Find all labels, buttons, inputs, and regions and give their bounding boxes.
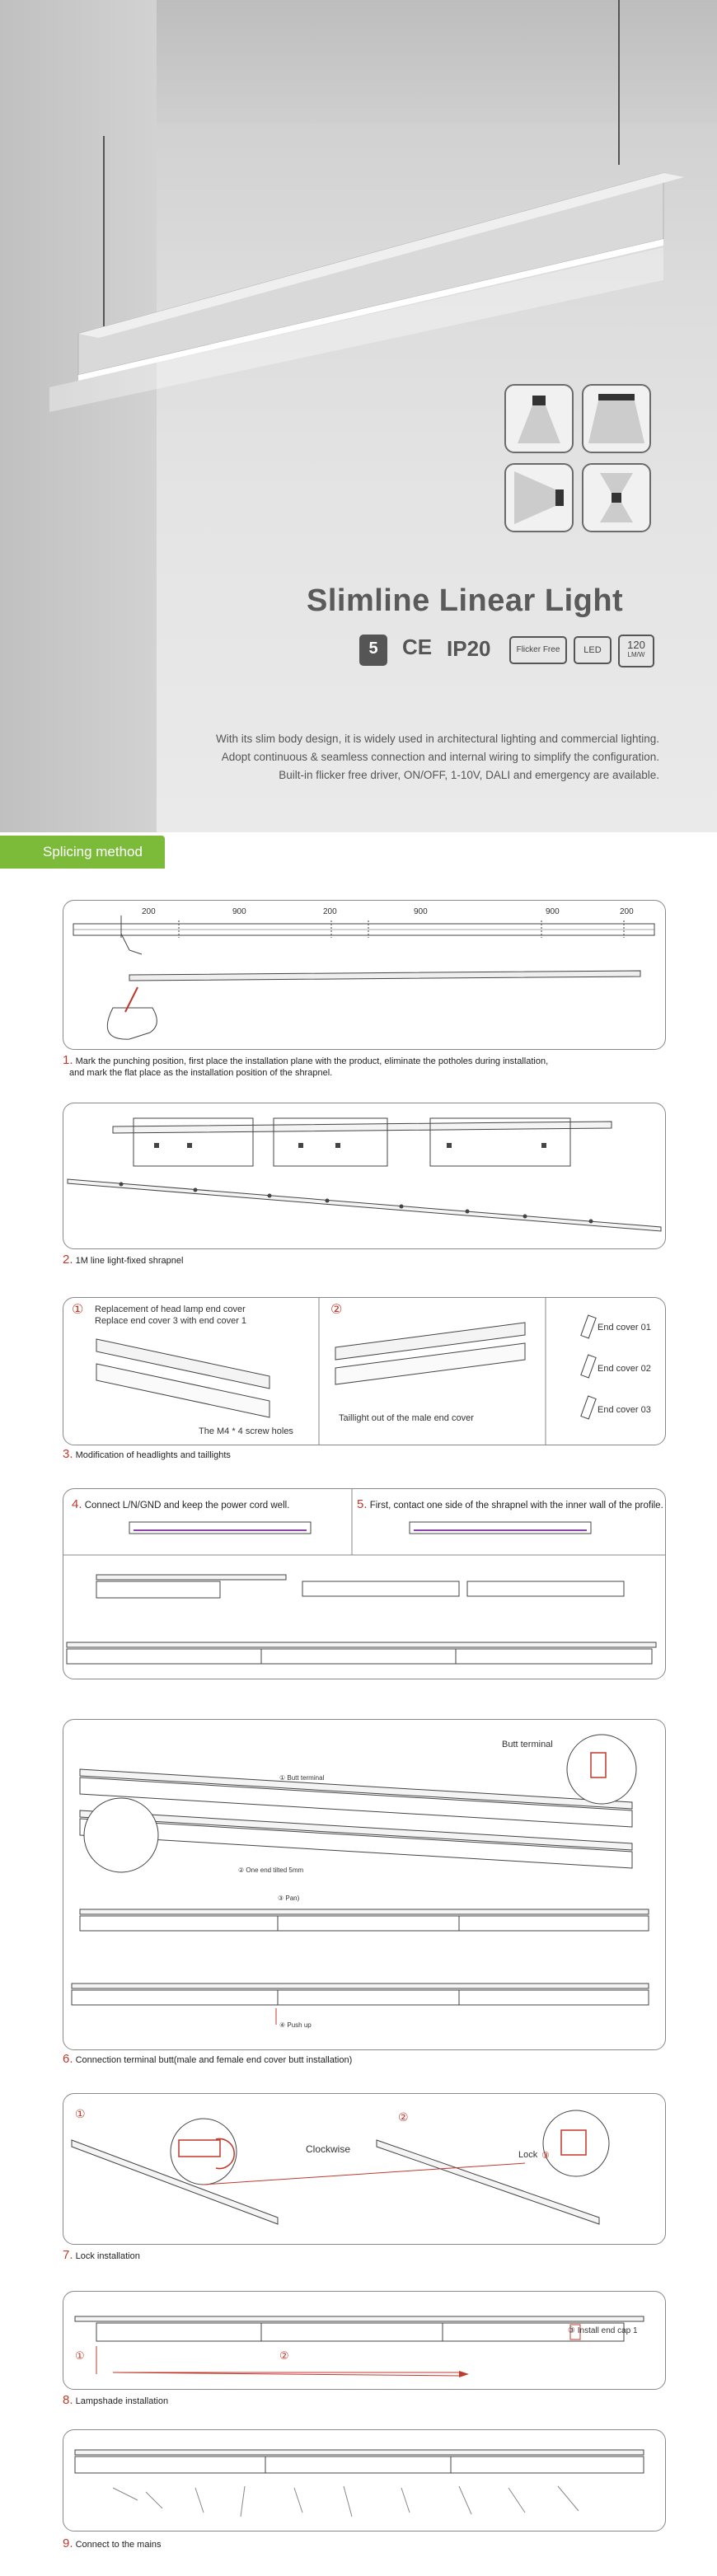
step9-number: 9.: [63, 2536, 73, 2550]
led-badge: LED: [574, 636, 612, 664]
step8-caption: [63, 2395, 168, 2407]
butt-terminal-callout: Butt terminal: [502, 1740, 553, 1749]
step6-number: 6.: [63, 2052, 73, 2066]
step7-circle-3: ③: [541, 2151, 550, 2161]
step6-caption-text: Connection terminal butt(male and female end cover butt installation): [75, 2055, 353, 2065]
step6-panel: [63, 1719, 666, 2050]
step2-caption-text: 1M line light-fixed shrapnel: [75, 1256, 184, 1266]
product-title: Slimline Linear Light: [307, 583, 624, 618]
step1-caption-line2: and mark the flat place as the installation position of the shrapnel.: [69, 1068, 333, 1078]
step9-caption: [63, 2538, 162, 2550]
step3-screw-holes: The M4 * 4 screw holes: [199, 1426, 293, 1436]
step8-drawing: [63, 2292, 665, 2389]
step1-caption: [63, 1055, 672, 1079]
step45-panel: [63, 1488, 666, 1679]
lock-label: Lock: [518, 2150, 538, 2160]
step2-number: 2.: [63, 1253, 73, 1267]
step3-number: 3.: [63, 1447, 73, 1461]
step5-text: [357, 1499, 663, 1511]
hero-banner: [0, 0, 717, 832]
step3-circle-1: ①: [72, 1303, 84, 1317]
step1-caption-line1: Mark the punching position, first place the installation plane with the product, eliminate the potholes during installation,: [75, 1056, 549, 1066]
step5-number: 5.: [357, 1497, 368, 1511]
downlight-beam-icon: [504, 384, 574, 453]
ip20-rating: IP20: [447, 636, 491, 661]
step4-caption: Connect L/N/GND and keep the power cord well.: [84, 1501, 290, 1510]
step8-panel: [63, 2291, 666, 2390]
end-cover-02-label: End cover 02: [598, 1364, 651, 1374]
step7-circle-2: ②: [398, 2110, 409, 2124]
step6-label-4: ④ Push up: [279, 2021, 312, 2029]
efficacy-badge: [618, 635, 654, 667]
dim-label: 200: [620, 907, 634, 916]
product-description: [198, 730, 659, 785]
wide-beam-icon: [582, 384, 651, 453]
step3-replace-line1: Replacement of head lamp end cover: [95, 1304, 246, 1314]
up-down-light-icon: [582, 463, 651, 532]
step3-circle-2: ②: [330, 1303, 343, 1317]
efficacy-value: 120: [627, 639, 645, 651]
step6-label-2: ② One end tilted 5mm: [238, 1866, 304, 1874]
end-cover-03-label: End cover 03: [598, 1405, 651, 1415]
step9-panel: [63, 2429, 666, 2532]
clockwise-label: Clockwise: [306, 2143, 351, 2155]
step9-caption-text: Connect to the mains: [75, 2540, 162, 2550]
step45-drawing: [63, 1489, 665, 1679]
dim-label: 200: [323, 907, 337, 916]
step7-caption: [63, 2250, 140, 2262]
step6-label-3: ③ Pan): [278, 1895, 300, 1902]
section-label-splicing-method: Splicing method: [0, 836, 165, 869]
step3-caption: [63, 1449, 231, 1461]
step4-number: 4.: [72, 1497, 82, 1511]
step7-circle-1: ①: [75, 2107, 86, 2120]
wall-wash-icon: [504, 463, 574, 532]
step6-caption: [63, 2054, 352, 2066]
step3-replace-line2: Replace end cover 3 with end cover 1: [95, 1316, 247, 1326]
step8-circle-1: ①: [75, 2349, 85, 2362]
step7-drawing: [63, 2094, 665, 2244]
dim-label: 900: [414, 907, 428, 916]
step1-drawing: [63, 901, 665, 1049]
step5-caption: First, contact one side of the shrapnel with the inner wall of the profile.: [369, 1501, 663, 1510]
description-line-2: Adopt continuous & seamless connection and internal wiring to simplify the configuration.: [221, 751, 659, 763]
warranty-5-years-badge: 5: [359, 635, 387, 666]
dim-label: 900: [232, 907, 246, 916]
step3-caption-text: Modification of headlights and taillights: [75, 1450, 231, 1460]
step6-drawing: [63, 1720, 665, 2049]
step3-taillight: Taillight out of the male end cover: [339, 1413, 474, 1423]
dim-label: 900: [546, 907, 560, 916]
end-cover-01-label: End cover 01: [598, 1323, 651, 1332]
step8-caption-text: Lampshade installation: [75, 2396, 169, 2406]
step7-number: 7.: [63, 2248, 73, 2262]
efficacy-unit: LM/W: [627, 651, 645, 658]
step7-caption-text: Lock installation: [75, 2251, 140, 2261]
dim-label: 200: [142, 907, 156, 916]
step7-panel: [63, 2093, 666, 2245]
step8-number: 8.: [63, 2393, 73, 2407]
step8-circle-2: ②: [279, 2349, 289, 2362]
step4-text: [72, 1499, 289, 1511]
ce-mark: CE: [402, 635, 433, 659]
step2-caption: [63, 1254, 183, 1267]
description-line-3: Built-in flicker free driver, ON/OFF, 1-10V, DALI and emergency are available.: [279, 769, 659, 781]
step2-drawing: [63, 1103, 665, 1248]
step1-number: 1.: [63, 1053, 73, 1067]
install-end-cap-label: ③ Install end cap 1: [568, 2326, 638, 2335]
step2-panel: [63, 1103, 666, 1249]
hero-linear-light-illustration: [0, 0, 717, 429]
step1-panel: [63, 900, 666, 1050]
step9-drawing: [63, 2430, 665, 2531]
description-line-1: With its slim body design, it is widely used in architectural lighting and commercial lighting.: [216, 733, 659, 745]
step6-label-1: ① Butt terminal: [279, 1774, 325, 1782]
step3-panel: [63, 1297, 666, 1445]
flicker-free-badge: Flicker Free: [509, 636, 567, 664]
